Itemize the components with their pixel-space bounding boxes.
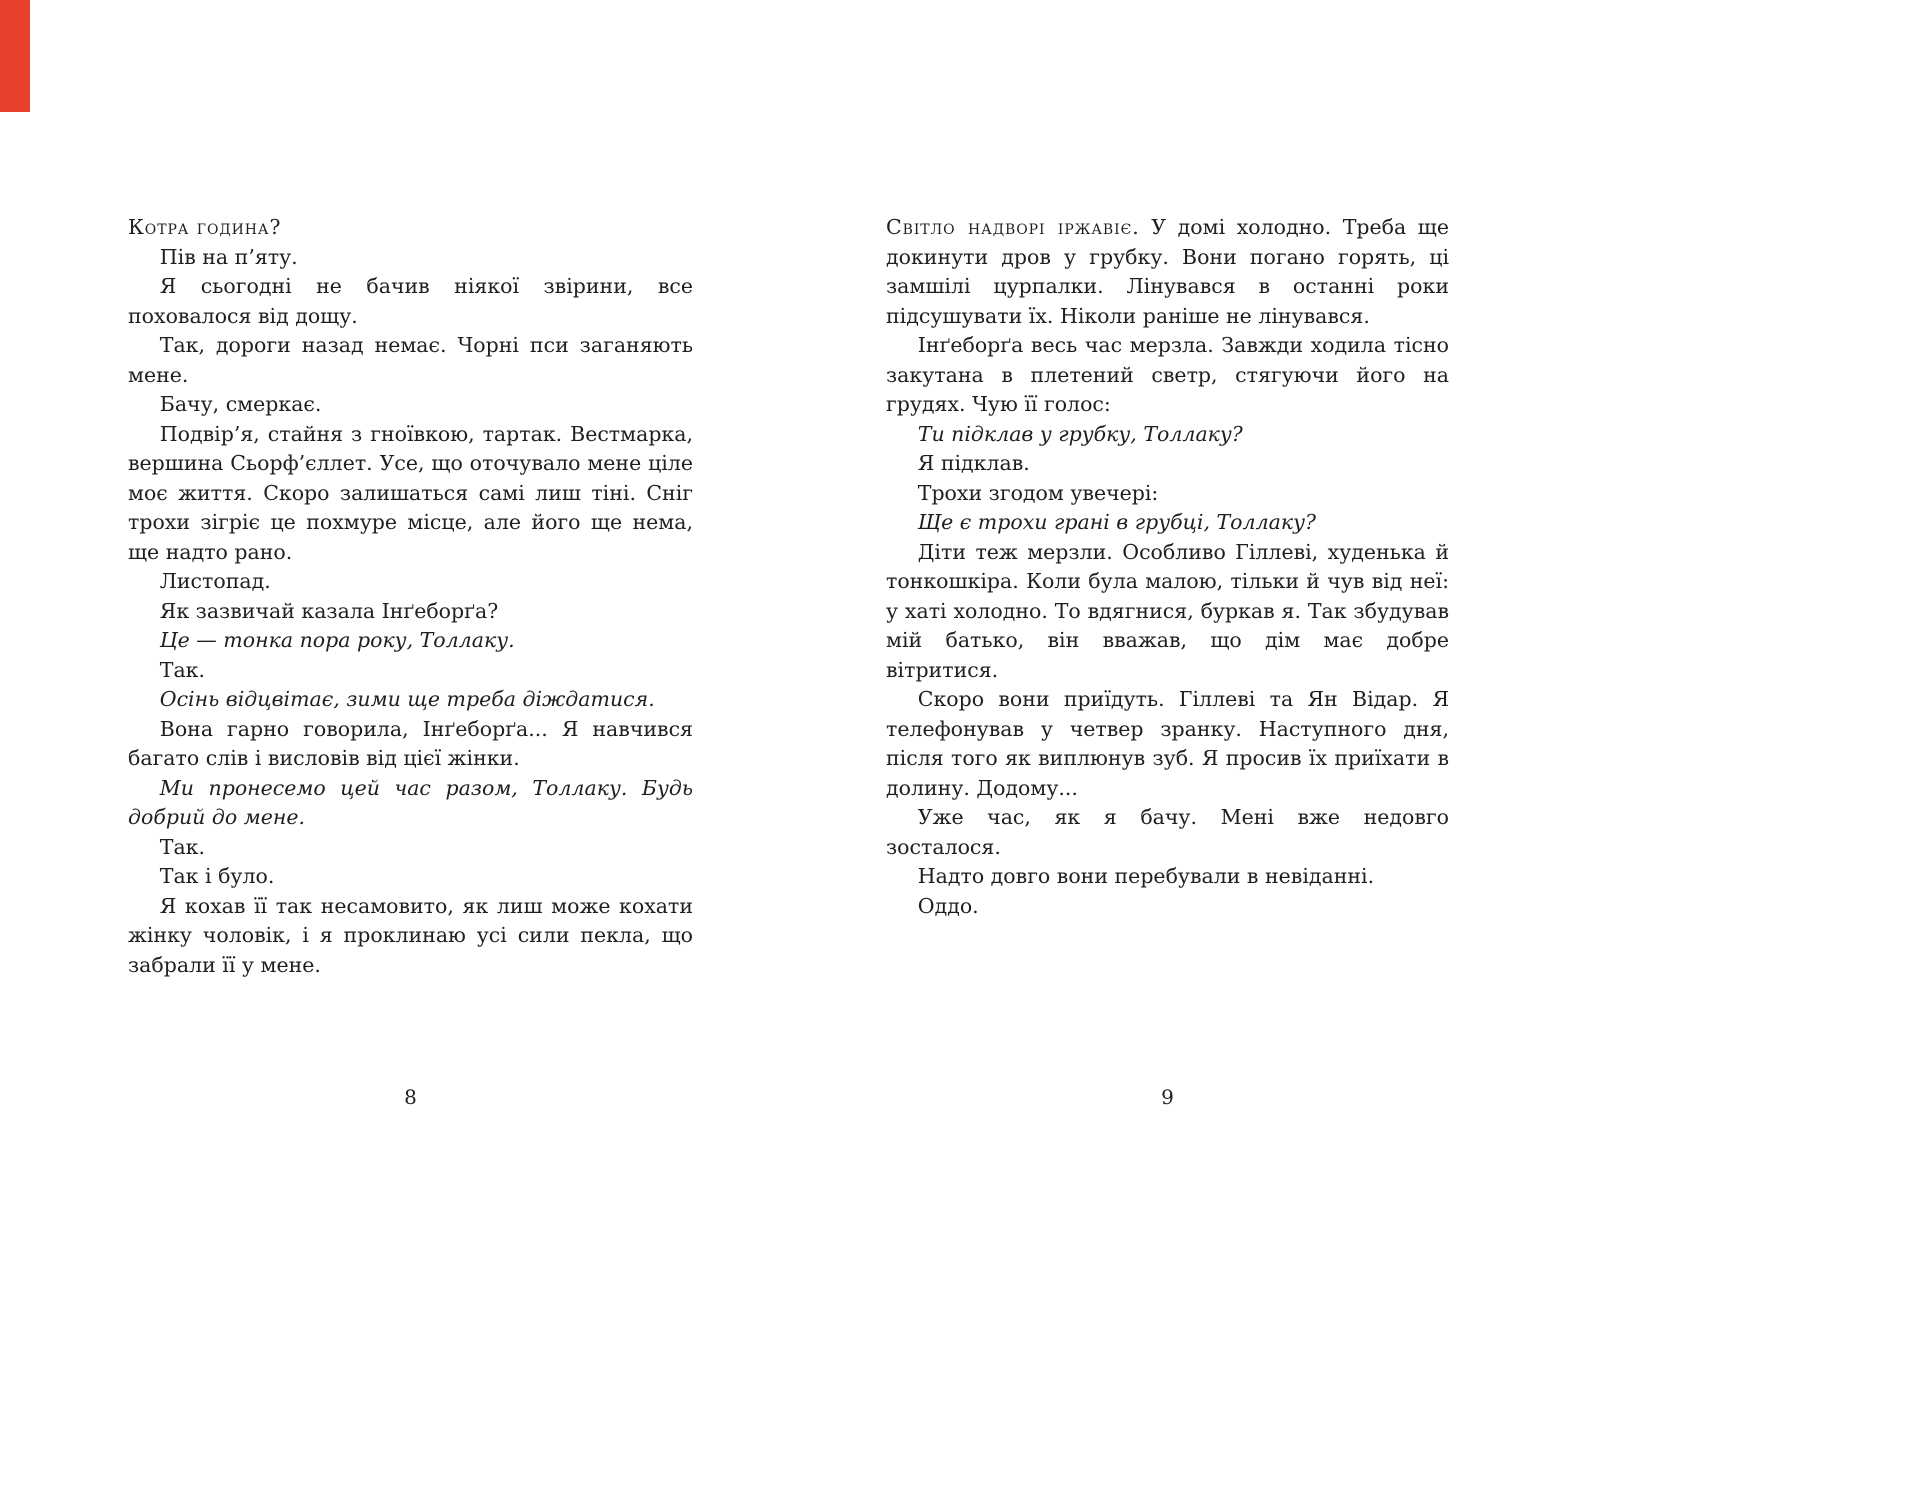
page-right-text <box>886 213 1449 921</box>
paragraph: Вона гарно говорила, Інґеборґа... Я навчився багато слів і висловів від цієї жінки. <box>128 716 693 770</box>
paragraph: Так, дороги назад немає. Чорні пси заганяють мене. <box>128 333 693 387</box>
page-number-right: 9 <box>1161 1085 1174 1109</box>
page-number-left: 8 <box>404 1085 417 1109</box>
paragraph: Так і було. <box>159 864 275 888</box>
paragraph: Листопад. <box>159 569 271 593</box>
paragraph: Так. <box>159 657 205 682</box>
paragraph: Це — тонка пора року, Толлаку. <box>159 628 515 652</box>
paragraph: Діти теж мерзли. Особливо Гіллеві, худенька й тонкошкіра. Коли була малою, тільки й чув від неї: у хаті холодно. То вдягнися, буркав я. Так збудував мій батько, він вважав, що дім має добре вітритися. <box>886 539 1449 682</box>
paragraph-lead: Котра година? <box>128 215 282 239</box>
paragraph: Оддо. <box>917 893 979 918</box>
paragraph: Ми пронесемо цей час разом, Толлаку. Будь добрий до мене. <box>128 775 693 829</box>
paragraph: Світло надворі іржавіє. У домі холодно. Треба ще докинути дров у грубку. Вони погано горять, ці замшілі цурпалки. Лінувався в останні роки підсушувати їх. Ніколи раніше не лінувався. <box>886 215 1449 328</box>
page-right <box>886 0 1449 1493</box>
page-left <box>128 0 693 1493</box>
paragraph: Ти підклав у грубку, Толлаку? <box>917 421 1243 446</box>
paragraph: Пів на п’яту. <box>159 244 298 269</box>
paragraph: Як зазвичай казала Інґеборґа? <box>159 598 499 623</box>
paragraph: Так. <box>159 834 205 859</box>
paragraph: Скоро вони приїдуть. Гіллеві та Ян Відар. Я телефонував у четвер зранку. Наступного дня, після того як виплюнув зуб. Я просив їх приїхати в долину. Додому... <box>886 687 1449 800</box>
paragraph: Осінь відцвітає, зими ще треба діждатися. <box>159 687 655 711</box>
accent-bar <box>0 0 30 112</box>
paragraph: Бачу, смеркає. <box>159 392 322 416</box>
paragraph <box>128 213 693 243</box>
paragraph: Трохи згодом увечері: <box>917 480 1159 505</box>
page-left-text <box>128 213 693 980</box>
paragraph: Надто довго вони перебували в невіданні. <box>917 864 1375 888</box>
paragraph-lead: Світло надворі іржавіє. <box>886 215 1140 239</box>
paragraph: Я кохав її так несамовито, як лиш може кохати жінку чоловік, і я проклинаю усі сили пекла, що забрали її у мене. <box>128 893 693 977</box>
paragraph: Я підклав. <box>917 451 1030 475</box>
paragraph: Інґеборґа весь час мерзла. Завжди ходила тісно закутана в плетений светр, стягуючи його на грудях. Чую її голос: <box>886 333 1449 416</box>
paragraph: Подвір’я, стайня з гноївкою, тартак. Вестмарка, вершина Сьорф’єллет. Усе, що оточувало мене ціле моє життя. Скоро залишаться самі лиш тіні. Сніг трохи зігріє це похмуре місце, але його ще нема, ще надто рано. <box>128 421 693 564</box>
paragraph: Ще є трохи грані в грубці, Толлаку? <box>917 510 1316 534</box>
paragraph: Я сьогодні не бачив ніякої звірини, все поховалося від дощу. <box>128 274 693 328</box>
paragraph: Уже час, як я бачу. Мені вже недовго зосталося. <box>886 805 1449 859</box>
